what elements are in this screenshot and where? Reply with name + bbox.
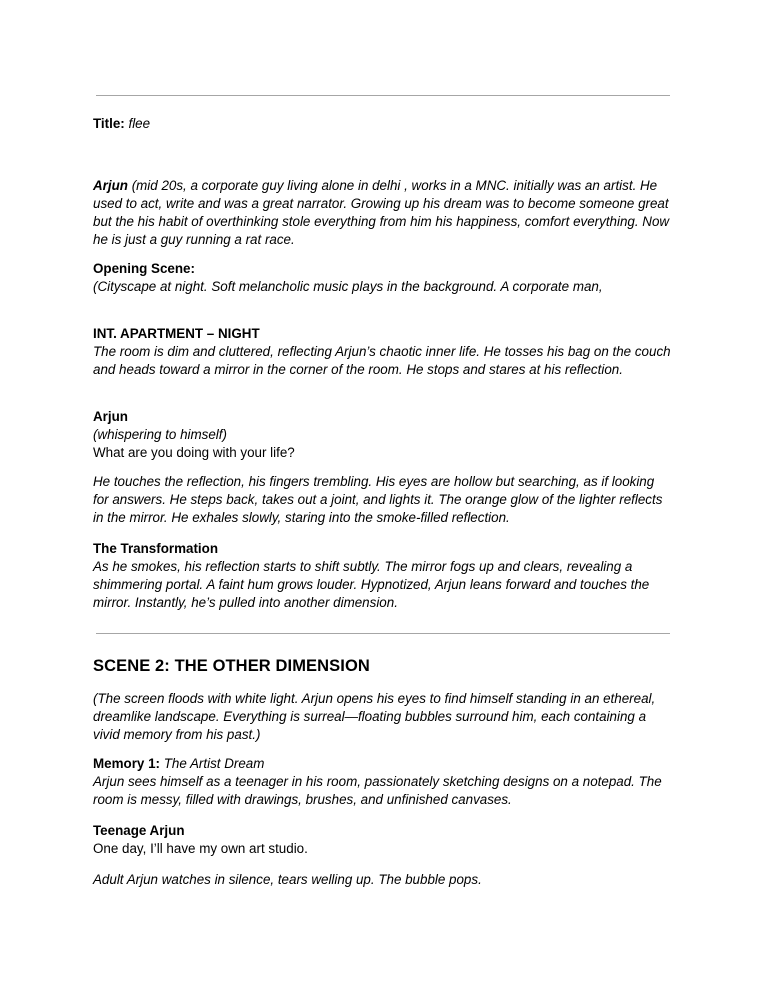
dialogue-line: What are you doing with your life?: [93, 445, 295, 460]
transformation-text: As he smokes, his reflection starts to shift subtly. The mirror fogs up and clears, revealing a shimmering portal. A faint hum grows louder. Hypnotized, Arjun leans forward and touches the mirror. Instantly, he’s pulled into another dimension.: [93, 559, 650, 610]
dialogue-parenthetical: (whispering to himself): [93, 427, 227, 442]
action-text: He touches the reflection, his fingers trembling. His eyes are hollow but searching, as if looking for answers. He steps back, takes out a joint, and lights it. The orange glow of the lighter reflects in the mirror. He exhales slowly, staring into the smoke-filled reflection.: [93, 474, 663, 525]
memory-1-text: Arjun sees himself as a teenager in his room, passionately sketching designs on a notepad. The room is messy, filled with drawings, brushes, and unfinished canvases.: [93, 774, 662, 807]
scene-2-intro: [93, 690, 668, 744]
character-intro-description: (mid 20s, a corporate guy living alone in delhi , works in a MNC. initially was an artist. He used to act, write and was a great narrator. Growing up his dream was to become someone great but the his habit of overthinking stole everything from him his happiness, comfort everything. Now he is just a guy running a rat race.: [93, 178, 670, 247]
opening-scene-heading: Opening Scene:: [93, 261, 195, 276]
character-intro: [93, 177, 678, 249]
memory-1-label: Memory 1:: [93, 756, 160, 771]
horizontal-rule-middle: [96, 633, 670, 634]
character-intro-name: Arjun: [93, 178, 128, 193]
dialogue-arjun: [93, 408, 683, 462]
horizontal-rule-top: [96, 95, 670, 96]
dialogue-2-character-name: Teenage Arjun: [93, 823, 185, 838]
apartment-heading: INT. APARTMENT – NIGHT: [93, 326, 260, 341]
opening-scene-text: (Cityscape at night. Soft melancholic music plays in the background. A corporate man,: [93, 279, 603, 294]
action-paragraph-2: [93, 871, 683, 889]
action-paragraph-1: [93, 473, 663, 527]
transformation-section: [93, 540, 678, 612]
memory-1-title: The Artist Dream: [159, 756, 265, 771]
dialogue-character-name: Arjun: [93, 409, 128, 424]
dialogue-2-line: One day, I’ll have my own art studio.: [93, 841, 308, 856]
dialogue-teenage-arjun: [93, 822, 683, 858]
title-value: flee: [128, 116, 151, 131]
transformation-heading: The Transformation: [93, 541, 218, 556]
apartment-text: The room is dim and cluttered, reflecting Arjun’s chaotic inner life. He tosses his bag on the couch and heads toward a mirror in the corner of the room. He stops and stares at his reflection.: [93, 344, 671, 377]
memory-1-section: [93, 755, 678, 809]
scene-2-heading-block: [93, 656, 683, 676]
scene-2-intro-text: (The screen floods with white light. Arjun opens his eyes to find himself standing in an ethereal, dreamlike landscape. Everything is surreal—floating bubbles surround him, each containing a vivid memory from his past.): [93, 691, 656, 742]
opening-scene-section: [93, 260, 683, 296]
title-line: [93, 115, 683, 133]
apartment-section: [93, 325, 673, 379]
action-2-text: Adult Arjun watches in silence, tears welling up. The bubble pops.: [93, 872, 482, 887]
title-label: Title:: [93, 116, 125, 131]
scene-2-heading: SCENE 2: THE OTHER DIMENSION: [93, 657, 370, 675]
